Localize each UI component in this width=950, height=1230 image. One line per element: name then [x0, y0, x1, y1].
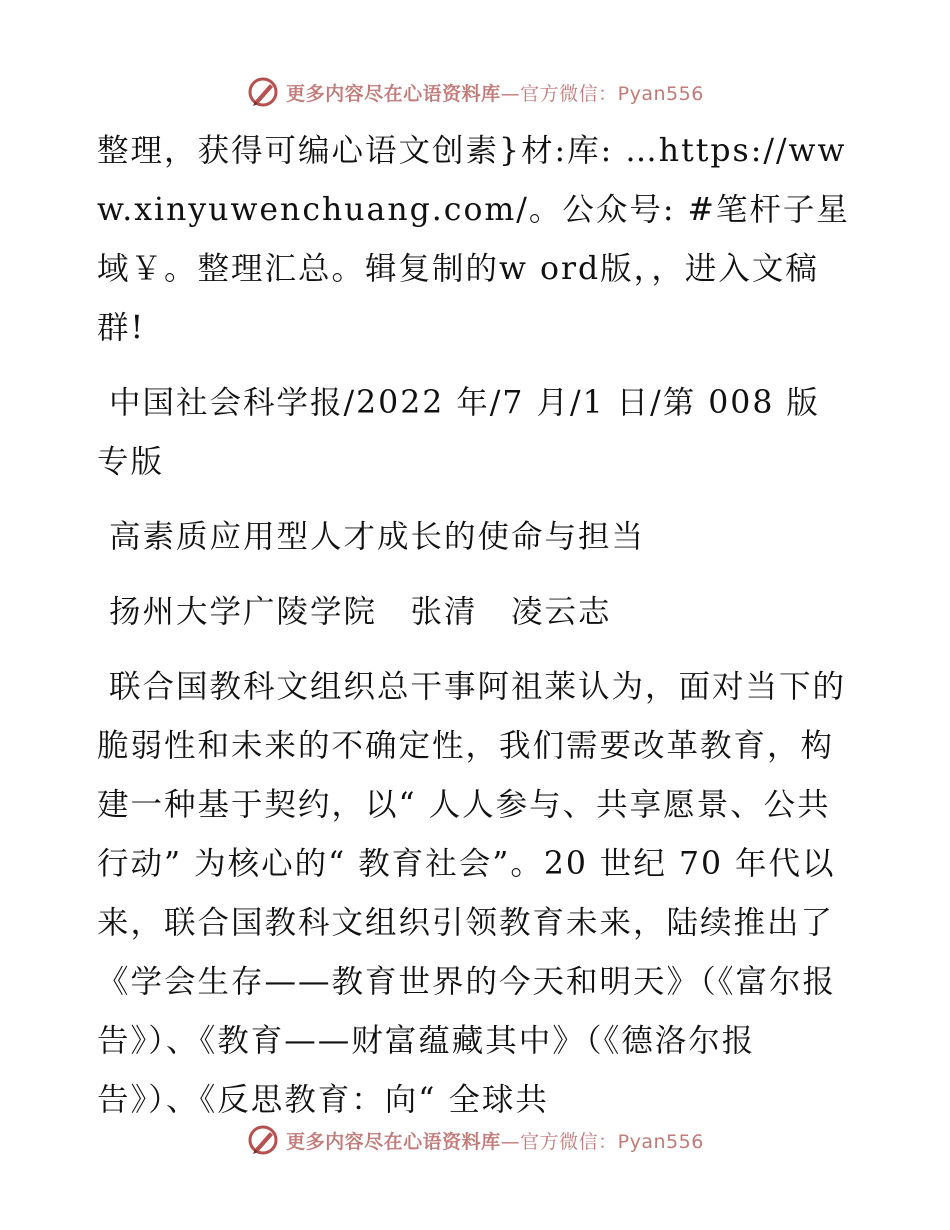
body-paragraph: 联合国教科文组织总干事阿祖莱认为，面对当下的脆弱性和未来的不确定性，我们需要改革教育，构建一种基于契约，以“ 人人参与、共享愿景、公共行动” 为核心的“ 教育社会”。20 世纪 70 年代以来，联合国教科文组织引领教育未来，陆续推出了《学会生存——教育世界的今天和明天》（《富尔报告》）、《教育——财富蕴藏其中》（《德洛尔报告》）、《反思教育：向“ 全球共: [97, 669, 847, 1118]
article-title: 高素质应用型人才成长的使命与担当: [109, 519, 646, 555]
pen-logo-icon: [246, 75, 280, 109]
document-body: [97, 122, 853, 1146]
article-authors: 扬州大学广陵学院 张清 凌云志: [109, 594, 612, 630]
header-banner-contact: 官方微信：Pyan556: [520, 82, 704, 105]
footer-banner-separator: —: [500, 1130, 521, 1153]
publication-info: 中国社会科学报/2022 年/7 月/1 日/第 008 版专版: [97, 385, 820, 480]
header-watermark-banner: [0, 72, 950, 112]
footer-banner-text: [286, 1127, 704, 1154]
source-note-paragraph: 整理，获得可编心语文创素}材:库: …https://www.xinyuwenchuang.com/。公众号: #笔杆子星域￥。整理汇总。辑复制的w ord版，，进入文稿群!: [97, 133, 850, 346]
header-banner-separator: —: [500, 82, 521, 105]
header-banner-text: [286, 79, 704, 106]
footer-banner-title: 更多内容尽在心语资料库: [286, 1130, 501, 1153]
header-banner-title: 更多内容尽在心语资料库: [286, 82, 501, 105]
pen-logo-icon: [246, 1123, 280, 1157]
footer-watermark-banner: [0, 1120, 950, 1160]
footer-banner-contact: 官方微信：Pyan556: [520, 1130, 704, 1153]
